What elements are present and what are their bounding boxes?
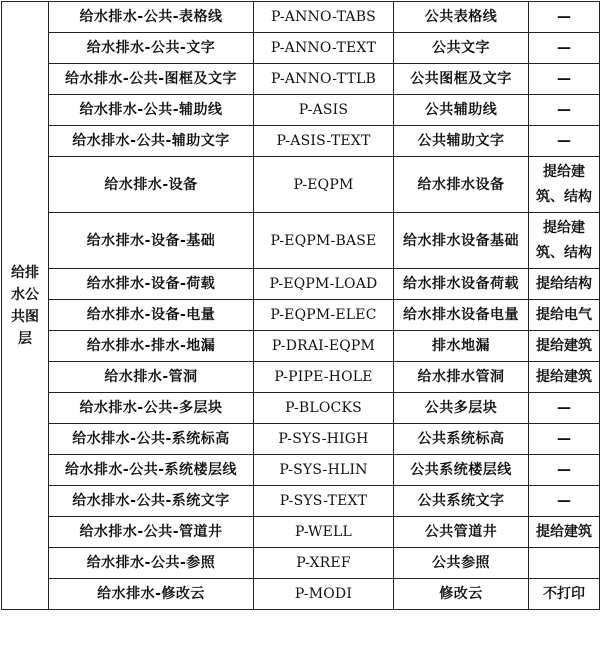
- layer-remark-cell: 提给建筑: [529, 362, 600, 393]
- table-row: [2, 331, 600, 362]
- layer-name-cell: 给水排水-公共-辅助文字: [49, 126, 254, 157]
- layer-code-cell: P-PIPE-HOLE: [254, 362, 394, 393]
- layer-name-cell: 给水排水-公共-系统文字: [49, 486, 254, 517]
- table-row: [2, 579, 600, 610]
- layer-desc-cell: 排水地漏: [394, 331, 529, 362]
- layer-name-cell: 给水排水-公共-管道井: [49, 517, 254, 548]
- layer-desc-cell: 公共表格线: [394, 2, 529, 33]
- layer-code-cell: P-ASIS: [254, 95, 394, 126]
- layer-desc-cell: 公共多层块: [394, 393, 529, 424]
- layer-remark-cell: 不打印: [529, 579, 600, 610]
- layer-name-cell: 给水排水-设备-电量: [49, 300, 254, 331]
- layer-name-cell: 给水排水-公共-参照: [49, 548, 254, 579]
- table-row: [2, 455, 600, 486]
- layer-name-cell: 给水排水-设备: [49, 157, 254, 213]
- layer-desc-cell: 给水排水设备基础: [394, 213, 529, 269]
- layer-remark-cell: —: [529, 393, 600, 424]
- layer-name-cell: 给水排水-管洞: [49, 362, 254, 393]
- table-row: [2, 300, 600, 331]
- layer-desc-cell: 公共辅助文字: [394, 126, 529, 157]
- layer-name-cell: 给水排水-公共-系统楼层线: [49, 455, 254, 486]
- layer-desc-cell: 公共参照: [394, 548, 529, 579]
- layer-desc-cell: 公共系统文字: [394, 486, 529, 517]
- group-label-cell: 给排水公共图层: [2, 2, 49, 610]
- table-row: [2, 213, 600, 269]
- layer-remark-cell: —: [529, 64, 600, 95]
- layer-remark-cell: 提给建筑: [529, 517, 600, 548]
- layer-remark-cell: 提给建筑: [529, 331, 600, 362]
- layer-code-cell: P-WELL: [254, 517, 394, 548]
- layer-remark-cell: —: [529, 455, 600, 486]
- layer-desc-cell: 公共图框及文字: [394, 64, 529, 95]
- layer-desc-cell: 公共辅助线: [394, 95, 529, 126]
- table-row: [2, 33, 600, 64]
- layer-desc-cell: 给水排水设备电量: [394, 300, 529, 331]
- layer-remark-cell: [529, 548, 600, 579]
- layer-code-cell: P-DRAI-EQPM: [254, 331, 394, 362]
- layer-name-cell: 给水排水-公共-多层块: [49, 393, 254, 424]
- layer-remark-cell: —: [529, 424, 600, 455]
- layer-code-cell: P-EQPM-BASE: [254, 213, 394, 269]
- layer-name-cell: 给水排水-排水-地漏: [49, 331, 254, 362]
- layer-remark-cell: —: [529, 95, 600, 126]
- table-row: [2, 157, 600, 213]
- layer-code-cell: P-SYS-HIGH: [254, 424, 394, 455]
- layer-code-cell: P-EQPM-ELEC: [254, 300, 394, 331]
- table-row: [2, 486, 600, 517]
- layer-code-cell: P-EQPM: [254, 157, 394, 213]
- table-row: [2, 517, 600, 548]
- layer-desc-cell: 公共系统标高: [394, 424, 529, 455]
- layer-name-cell: 给水排水-公共-辅助线: [49, 95, 254, 126]
- table-row: [2, 126, 600, 157]
- table-row: [2, 2, 600, 33]
- table-row: [2, 95, 600, 126]
- layer-remark-cell: 提给建筑、结构: [529, 157, 600, 213]
- layer-code-cell: P-SYS-HLIN: [254, 455, 394, 486]
- layer-name-cell: 给水排水-公共-图框及文字: [49, 64, 254, 95]
- layer-name-cell: 给水排水-公共-表格线: [49, 2, 254, 33]
- layer-remark-cell: —: [529, 486, 600, 517]
- layer-standard-table: [1, 1, 600, 610]
- layer-code-cell: P-ANNO-TEXT: [254, 33, 394, 64]
- layer-name-cell: 给水排水-修改云: [49, 579, 254, 610]
- layer-desc-cell: 给水排水设备: [394, 157, 529, 213]
- layer-name-cell: 给水排水-设备-基础: [49, 213, 254, 269]
- layer-remark-cell: 提给建筑、结构: [529, 213, 600, 269]
- layer-desc-cell: 公共管道井: [394, 517, 529, 548]
- table-row: [2, 269, 600, 300]
- layer-remark-cell: —: [529, 126, 600, 157]
- layer-name-cell: 给水排水-公共-系统标高: [49, 424, 254, 455]
- layer-code-cell: P-MODI: [254, 579, 394, 610]
- layer-desc-cell: 公共文字: [394, 33, 529, 64]
- layer-code-cell: P-EQPM-LOAD: [254, 269, 394, 300]
- layer-remark-cell: —: [529, 2, 600, 33]
- layer-desc-cell: 给水排水管洞: [394, 362, 529, 393]
- layer-code-cell: P-ANNO-TABS: [254, 2, 394, 33]
- table-row: [2, 393, 600, 424]
- layer-remark-cell: 提给结构: [529, 269, 600, 300]
- table-body: [2, 2, 600, 610]
- layer-code-cell: P-SYS-TEXT: [254, 486, 394, 517]
- layer-code-cell: P-BLOCKS: [254, 393, 394, 424]
- layer-desc-cell: 给水排水设备荷载: [394, 269, 529, 300]
- table-row: [2, 424, 600, 455]
- layer-remark-cell: —: [529, 33, 600, 64]
- table-row: [2, 64, 600, 95]
- table-row: [2, 362, 600, 393]
- table-row: [2, 548, 600, 579]
- layer-desc-cell: 修改云: [394, 579, 529, 610]
- layer-name-cell: 给水排水-设备-荷载: [49, 269, 254, 300]
- layer-desc-cell: 公共系统楼层线: [394, 455, 529, 486]
- layer-code-cell: P-XREF: [254, 548, 394, 579]
- layer-name-cell: 给水排水-公共-文字: [49, 33, 254, 64]
- layer-code-cell: P-ANNO-TTLB: [254, 64, 394, 95]
- layer-remark-cell: 提给电气: [529, 300, 600, 331]
- layer-code-cell: P-ASIS-TEXT: [254, 126, 394, 157]
